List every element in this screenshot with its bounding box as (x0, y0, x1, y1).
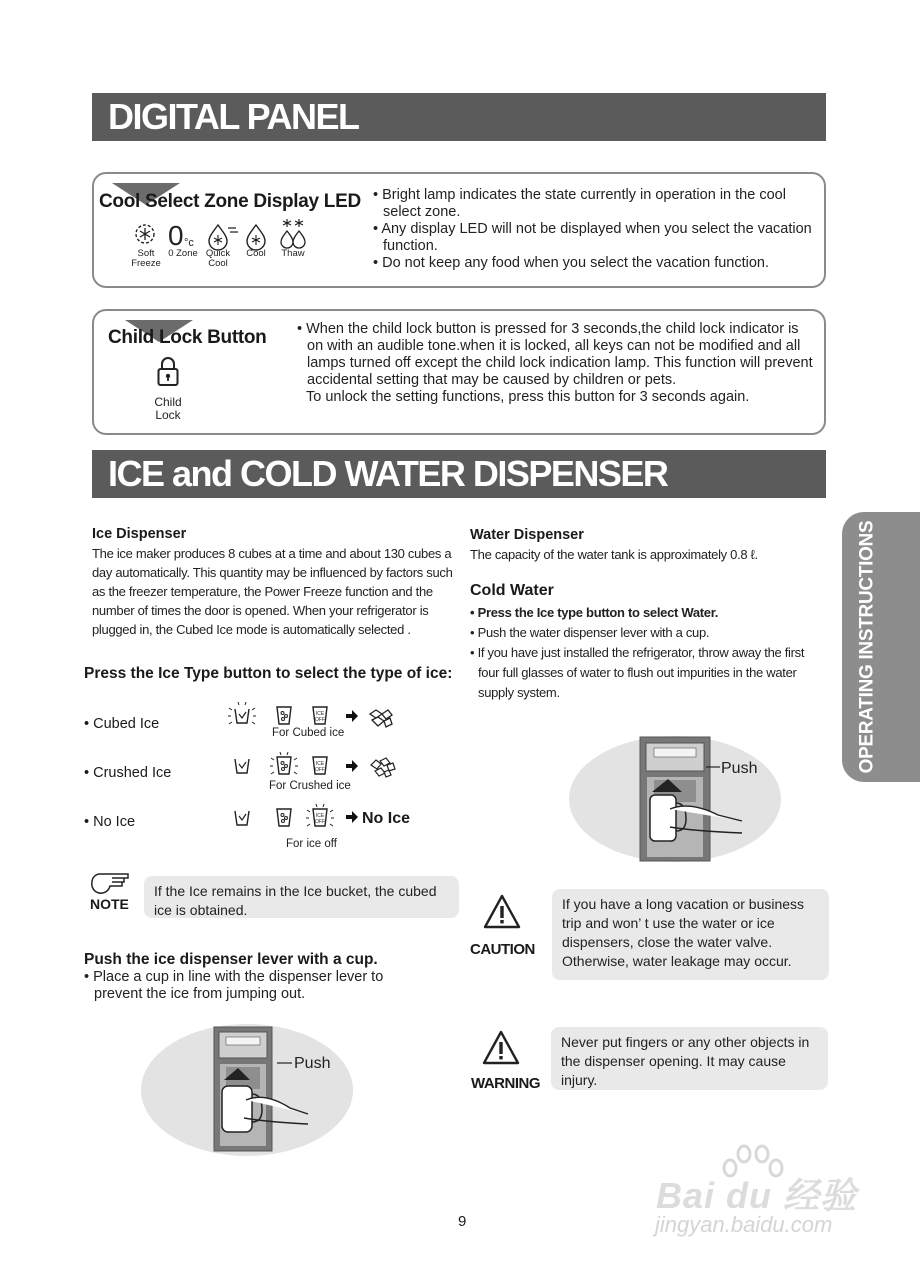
ice-type-heading: Press the Ice Type button to select the type of ice: (84, 665, 453, 682)
push-lever-text (84, 969, 384, 1003)
ice-dispenser-text: The ice maker produces 8 cubes at a time and about 130 cubes a day automatically. This quantity may be influenced by factors such as the freezer temperature, the Power Freeze function and the number of times the door is opened. When your refrigerator is plugged in, the Cubed Ice mode is automatically selected . (92, 546, 453, 637)
cold-water-bullet: • If you have just installed the refrigerator, throw away the first four full glasses of water to flush out impurities in the water supply system. (470, 645, 805, 700)
cool-icon (247, 225, 265, 250)
noice-caption: For ice off (286, 838, 337, 850)
lock-icon (156, 356, 180, 388)
zero-zone-label: 0 Zone (168, 248, 198, 259)
child-lock-unlock-text: To unlock the setting functions, press this button for 3 seconds again. (306, 389, 750, 405)
ice-dispenser-illustration (140, 1022, 355, 1157)
cool-zone-bullets (373, 187, 818, 272)
soft-freeze-icon (136, 225, 154, 243)
push-lever-heading: Push the ice dispenser lever with a cup. (84, 951, 378, 968)
push-label-right: Push (721, 760, 758, 777)
warning-label: WARNING (471, 1075, 540, 1092)
zero-glyph: 0 (168, 220, 184, 251)
cubed-caption: For Cubed ice (272, 727, 345, 739)
cold-water-bullets (470, 603, 820, 703)
caution-text: If you have a long vacation or business trip and won’ t use the water or ice dispensers, close the water valve. Otherwise, water leakage may occur. (552, 889, 829, 980)
child-lock-label: Child Lock (154, 395, 182, 422)
caution-icon (482, 893, 522, 931)
svg-text:ICE: ICE (315, 813, 325, 819)
child-lock-bullet: • When the child lock button is pressed for 3 seconds,the child lock indicator is on with an audible tone.when it is locked, all keys can not be modified and all lamps turned off except the child lock indication lamp. This function will prevent accidental setting that may be caused by children or pets. (297, 321, 817, 389)
thaw-icon (281, 219, 305, 248)
ice-dispenser-heading: Ice Dispenser (92, 526, 187, 542)
cold-water-heading: Cold Water (470, 582, 554, 599)
dispenser-title: ICE and COLD WATER DISPENSER (92, 450, 826, 498)
water-dispenser-heading: Water Dispenser (470, 527, 584, 543)
cool-label: Cool (246, 248, 266, 259)
svg-text:OFF: OFF (315, 717, 325, 723)
water-dispenser-illustration (568, 733, 783, 865)
page-number: 9 (458, 1213, 467, 1230)
caution-label: CAUTION (470, 941, 535, 958)
noice-result: No Ice (362, 810, 411, 827)
note-text: If the Ice remains in the Ice bucket, the cubed ice is obtained. (144, 876, 459, 918)
thaw-label: Thaw (281, 248, 305, 259)
quick-cool-label: Quick Cool (205, 248, 231, 269)
ice-type-noice-label: • No Ice (84, 814, 135, 830)
note-hand-icon (90, 870, 134, 894)
zero-zone-icon (168, 220, 194, 251)
cool-zone-bullet: • Bright lamp indicates the state currently in operation in the cool select zone. (373, 187, 818, 221)
svg-text:OFF: OFF (315, 819, 325, 825)
digital-panel-title: DIGITAL PANEL (92, 93, 826, 141)
note-label: NOTE (90, 896, 129, 912)
ice-type-cubed-label: • Cubed Ice (84, 716, 159, 732)
svg-text:ICE: ICE (315, 711, 325, 717)
push-lever-bullet: • Place a cup in line with the dispenser lever to prevent the ice from jumping out. (84, 969, 384, 1003)
warning-icon (481, 1029, 521, 1067)
cool-zone-icons (128, 216, 318, 252)
warning-text: Never put fingers or any other objects in the dispenser opening. It may cause injury. (551, 1027, 828, 1090)
quick-cool-icon (209, 225, 238, 250)
ice-type-crushed-label: • Crushed Ice (84, 765, 171, 781)
cold-water-bullet: • Push the water dispenser lever with a cup. (470, 625, 710, 640)
cool-zone-bullet: • Any display LED will not be displayed when you select the vacation function. (373, 221, 818, 255)
cool-zone-bullet: • Do not keep any food when you select the vacation function. (373, 255, 818, 272)
watermark-brand: Bai du 经验 (656, 1175, 858, 1216)
soft-freeze-label: Soft Freeze (131, 248, 161, 269)
crushed-caption: For Crushed ice (269, 780, 351, 792)
push-label-left: Push (294, 1055, 331, 1072)
zero-unit: °c (184, 237, 194, 249)
side-tab-label: OPERATING INSTRUCTIONS (856, 520, 878, 774)
watermark-url: jingyan.baidu.com (655, 1212, 833, 1237)
child-lock-title: Child Lock Button (108, 327, 267, 348)
svg-text:ICE: ICE (315, 761, 325, 767)
cool-zone-title: Cool Select Zone Display LED (99, 191, 361, 212)
water-dispenser-text: The capacity of the water tank is approximately 0.8 ℓ. (470, 547, 758, 562)
child-lock-text (297, 321, 817, 406)
cold-water-bullet: • Press the Ice type button to select Water. (470, 605, 719, 620)
svg-text:OFF: OFF (315, 767, 325, 773)
